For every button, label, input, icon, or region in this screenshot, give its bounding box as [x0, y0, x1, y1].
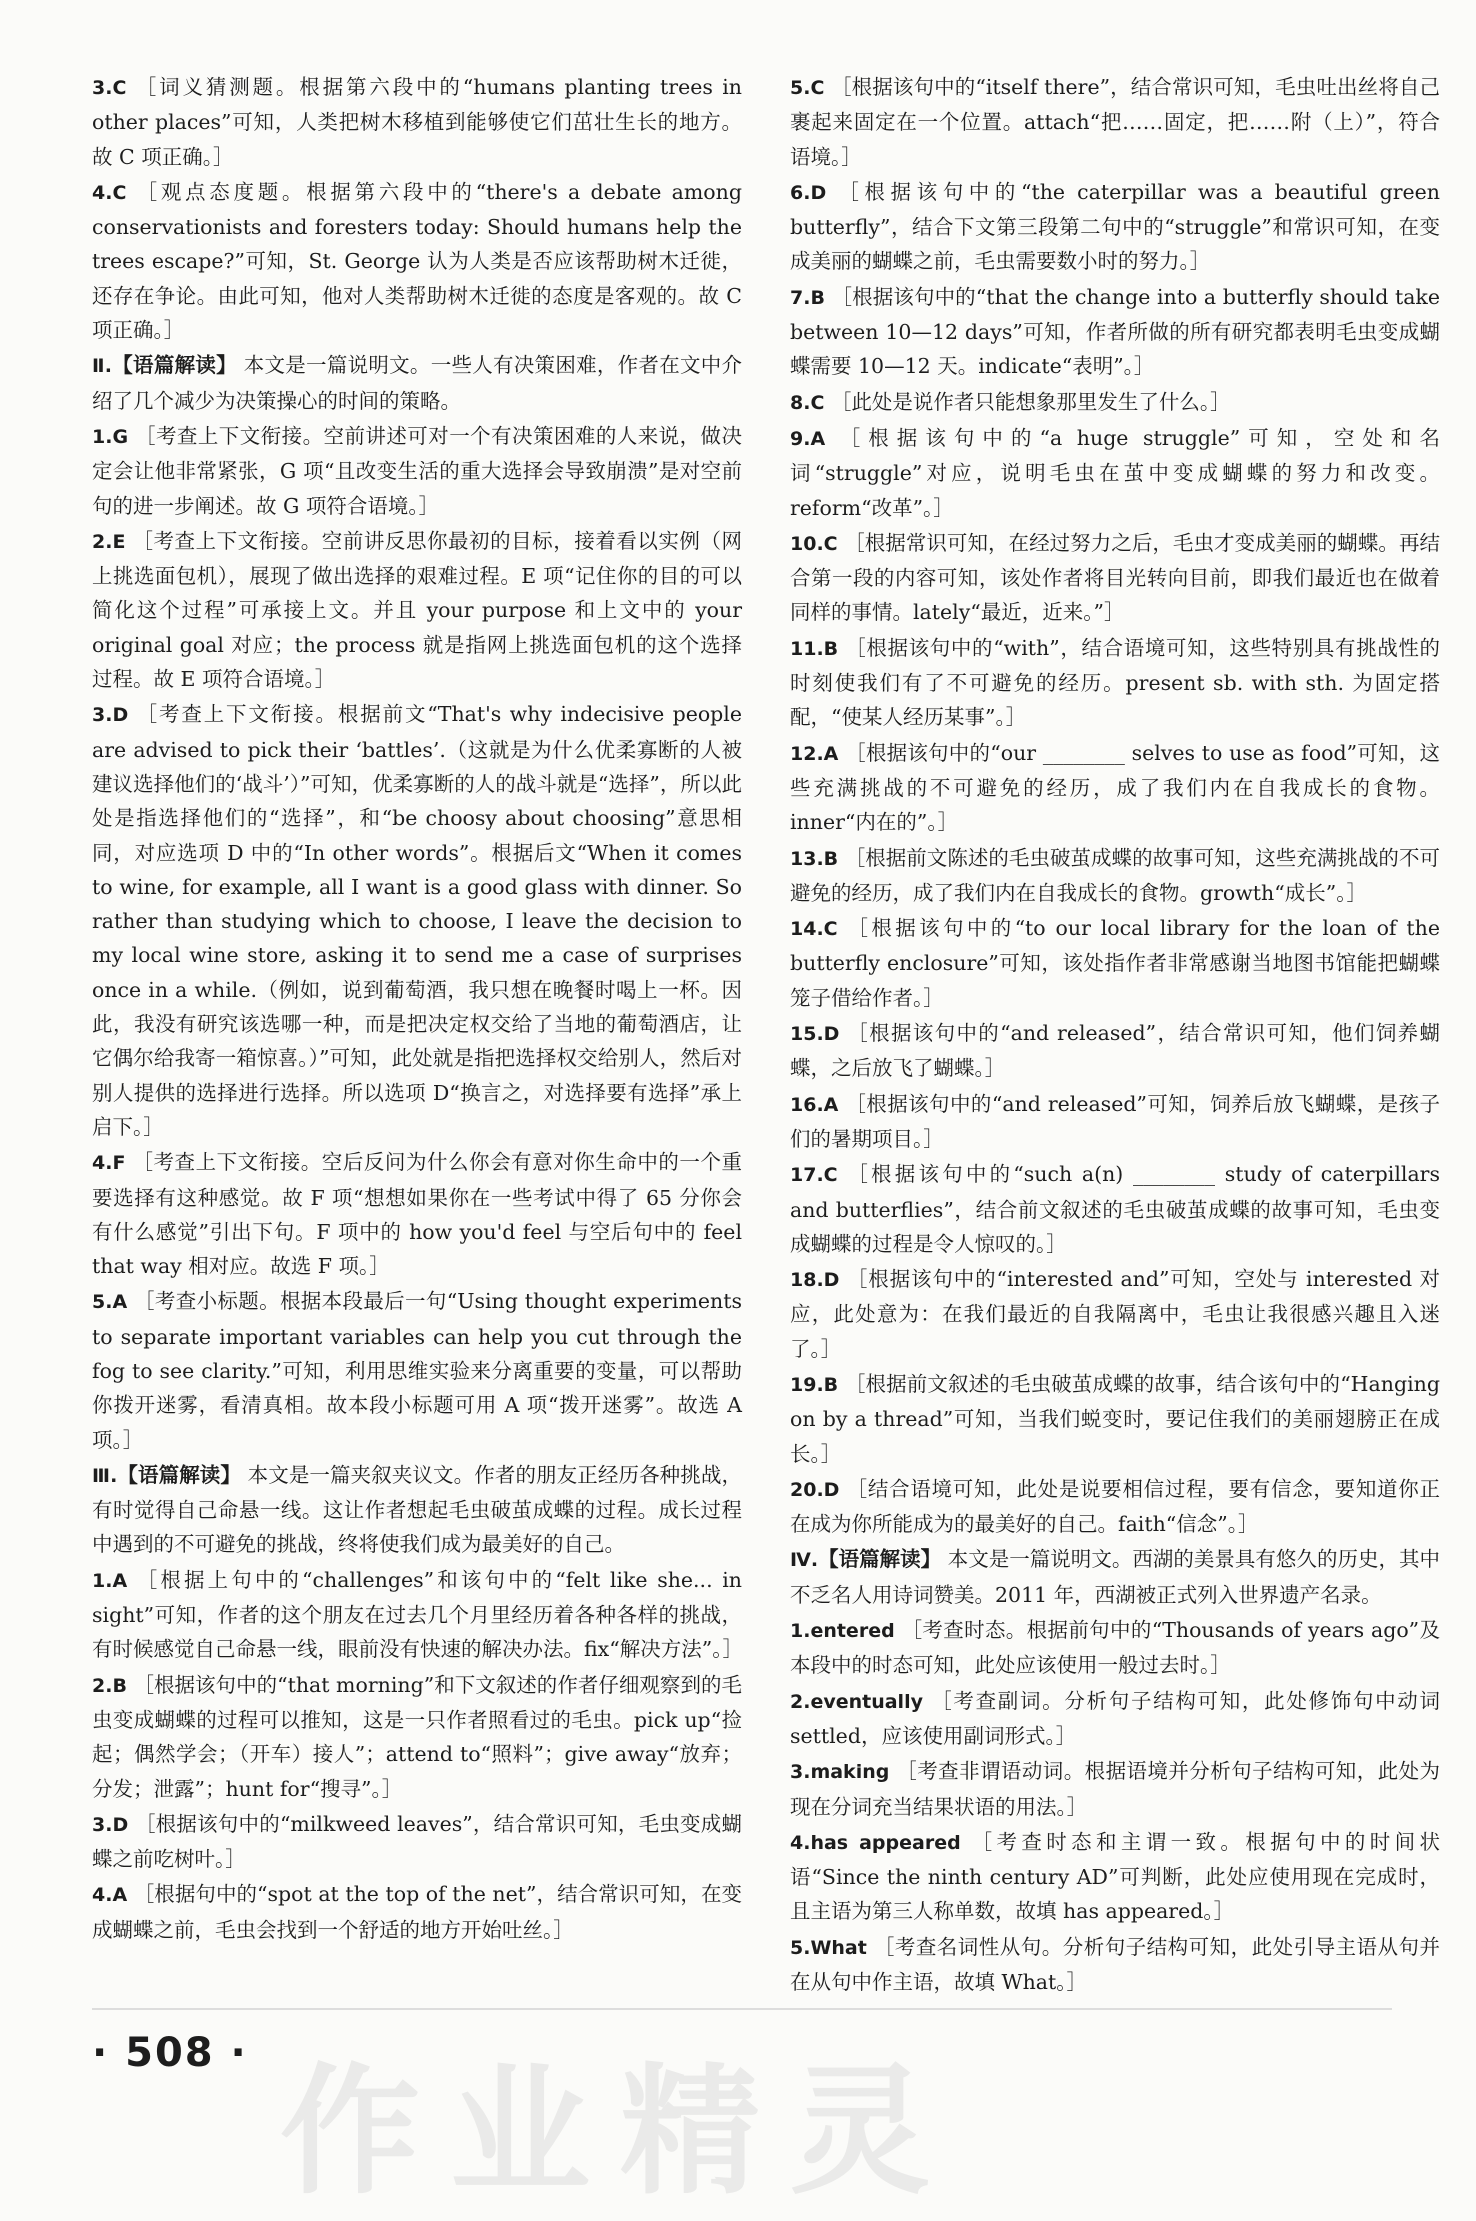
answer-item — [790, 1930, 1440, 2000]
answer-item — [790, 1825, 1440, 1929]
answer-item — [92, 1563, 742, 1667]
answer-number: 15.D — [790, 1023, 840, 1046]
answer-number: 5.A — [92, 1291, 128, 1314]
answer-number: 4.A — [92, 1884, 128, 1907]
answer-item — [92, 1284, 742, 1456]
answer-explanation: ［根据该句中的“to our local library for the loan of the butterfly enclosure”可知，该处指作者非常感谢当地图书馆能把蝴蝶笼子借给作者。］ — [790, 916, 1440, 1010]
answer-number: 1.G — [92, 425, 129, 448]
answer-number: 1.entered — [790, 1620, 895, 1643]
answer-explanation: ［考查小标题。根据本段最后一句“Using thought experiments to separate important variables can help you cut through the fog to see clarity.”可知，利用思维实验来分离重要的变量，可以帮助你拨开迷雾，看清真相。故本段小标题可用 A 项“拨开迷雾”。故选 A 项。］ — [92, 1289, 742, 1452]
answer-explanation: ［根据该句中的“milkweed leaves”，结合常识可知，毛虫变成蝴蝶之前吃树叶。］ — [92, 1811, 742, 1872]
answer-number: 20.D — [790, 1478, 840, 1501]
answer-number: 2.E — [92, 530, 126, 553]
answer-explanation: ［根据该句中的“and released”，结合常识可知，他们饲养蝴蝶，之后放飞了蝴蝶。］ — [790, 1021, 1440, 1081]
answer-explanation: ［根据该句中的“that the change into a butterfly should take between 10—12 days”可知，作者所做的所有研究都表明毛虫变成蝴蝶需要 10—12 天。indicate“表明”。］ — [790, 284, 1440, 379]
answer-item — [92, 524, 742, 696]
answer-number: 13.B — [790, 847, 839, 870]
answer-item — [790, 911, 1440, 1015]
answer-explanation: ［此处是说作者只能想象那里发生了什么。］ — [830, 389, 1231, 414]
answer-item — [92, 70, 742, 174]
answer-explanation: ［词义猜测题。根据第六段中的“humans planting trees in other places”可知，人类把树木移植到能够使它们茁壮生长的地方。故 C 项正确。］ — [92, 75, 742, 169]
answer-item — [92, 419, 742, 523]
answer-number: 4.has appeared — [790, 1831, 961, 1854]
answer-number: 10.C — [790, 532, 838, 555]
answer-number: 5.What — [790, 1936, 867, 1959]
answer-number: 3.making — [790, 1761, 890, 1784]
answer-explanation: 本文是一篇说明文。一些人有决策困难，作者在文中介绍了几个减少为决策操心的时间的策略。 — [92, 353, 743, 413]
answer-explanation: ［根据该句中的“our ________ selves to use as food”可知，这些充满挑战的不可避免的经历，成了我们内在自我成长的食物。inner“内在的”。］ — [790, 740, 1440, 835]
answer-number: 4.C — [92, 181, 127, 204]
answer-number: 11.B — [790, 637, 839, 660]
answer-item — [790, 1087, 1440, 1157]
answer-item — [92, 1668, 742, 1806]
answer-item — [790, 1613, 1440, 1683]
answer-number: 9.A — [790, 427, 826, 450]
answer-explanation: ［根据该句中的“the caterpillar was a beautiful green butterfly”，结合下文第三段第二句中的“struggle”和常识可知，在变成美丽的蝴蝶之前，毛虫需要数小时的努力。］ — [790, 179, 1440, 274]
answer-explanation: ［结合语境可知，此处是说要相信过程，要有信念，要知道你正在成为你所能成为的最美好的自己。faith“信念”。］ — [790, 1476, 1440, 1537]
answer-item — [790, 1016, 1440, 1086]
section-tag: 【语篇解读】 — [818, 1547, 942, 1572]
answer-number: 17.C — [790, 1164, 838, 1187]
answer-item — [92, 1458, 742, 1562]
answer-item — [790, 1157, 1440, 1261]
answer-item — [790, 70, 1440, 174]
answer-explanation: ［考查非谓语动词。根据语境并分析句子结构可知，此处为现在分词充当结果状语的用法。］ — [790, 1759, 1440, 1819]
answer-explanation: ［考查上下文衔接。空前讲反思你最初的目标，接着看以实例（网上挑选面包机），展现了做出选择的艰难过程。E 项“记住你的目的可以简化这个过程”可承接上文。并且 your purpose 和上文中的 your original goal 对应；the process 就是指网上挑选面包机的这个选择过程。故 E 项符合语境。］ — [92, 528, 742, 692]
answer-item — [92, 1877, 742, 1947]
answer-number: Ⅲ. — [92, 1464, 118, 1487]
answer-explanation: ［根据该句中的“interested and”可知，空处与 interested 对应，此处意为：在我们最近的自我隔离中，毛虫让我很感兴趣且入迷了。］ — [790, 1267, 1440, 1361]
answer-explanation: ［根据前文叙述的毛虫破茧成蝶的故事，结合该句中的“Hanging on by a thread”可知，当我们蜕变时，要记住我们的美丽翅膀正在成长。］ — [790, 1371, 1440, 1466]
answer-explanation: 本文是一篇夹叙夹议文。作者的朋友正经历各种挑战，有时觉得自己命悬一线。这让作者想起毛虫破茧成蝶的过程。成长过程中遇到的不可避免的挑战，终将使我们成为最美好的自己。 — [92, 1462, 742, 1557]
answer-item — [790, 631, 1440, 735]
answer-number: 7.B — [790, 286, 825, 309]
section-tag: 【语篇解读】 — [117, 1462, 241, 1487]
watermark-text: 作业精灵 — [280, 2051, 961, 2214]
answer-item — [790, 385, 1440, 420]
section-tag: 【语篇解读】 — [112, 353, 237, 378]
answer-explanation: ［考查上下文衔接。空前讲述可对一个有决策困难的人来说，做决定会让他非常紧张，G 项“且改变生活的重大选择会导致崩溃”是对空前句的进一步阐述。故 G 项符合语境。］ — [92, 423, 742, 518]
answer-item — [790, 1684, 1440, 1754]
answer-explanation: ［根据该句中的“itself there”，结合常识可知，毛虫吐出丝将自己裹起来固定在一个位置。attach“把……固定，把……附（上）”，符合语境。］ — [790, 75, 1440, 169]
answer-number: 6.D — [790, 181, 827, 204]
answer-explanation: ［考查上下文衔接。空后反问为什么你会有意对你生命中的一个重要选择有这种感觉。故 F 项“想想如果你在一些考试中得了 65 分你会有什么感觉”引出下句。F 项中的 how you'd feel 与空后句中的 feel that way 相对应。故选 F 项。］ — [92, 1150, 742, 1279]
answer-explanation: ［根据该句中的“such a(n) ________ study of caterpillars and butterflies”，结合前文叙述的毛虫破茧成蝶的故事可知，毛虫变成蝴蝶的过程是令人惊叹的。］ — [790, 1162, 1440, 1256]
answer-number: 2.eventually — [790, 1690, 923, 1713]
answer-explanation: ［观点态度题。根据第六段中的“there's a debate among conservationists and foresters today: Should humans help the trees escape?”可知，St. George 认为人类是否应该帮助树木迁徙，还存在争论。由此可知，他对人类帮助树木迁徙的态度是客观的。故 C 项正确。］ — [92, 179, 742, 343]
answer-number: 19.B — [790, 1373, 839, 1396]
answer-explanation: ［根据该句中的“with”，结合语境可知，这些特别具有挑战性的时刻使我们有了不可避免的经历。present sb. with sth. 为固定搭配，“使某人经历某事”。］ — [790, 635, 1440, 730]
answer-item — [92, 697, 742, 1144]
answer-explanation: ［考查名词性从句。分析句子结构可知，此处引导主语从句并在从句中作主语，故填 What。］ — [790, 1934, 1440, 1995]
answer-item — [790, 1262, 1440, 1366]
answer-explanation: ［考查上下文衔接。根据前文“That's why indecisive people are advised to pick their ‘battles’.（这就是为什么优柔寡断的人被建议选择他们的‘战斗’）”可知，优柔寡断的人的战斗就是“选择”，所以此处是指选择他们的“选择”，和“be choosy about choosing”意思相同，对应选项 D 中的“In other words”。根据后文“When it comes to wine, for example, all I want is a good glass with dinner. So rather than studying which to choose, I leave the decision to my local wine store, asking it to send me a case of surprises once in a while.（例如，说到葡萄酒，我只想在晚餐时喝上一杯。因此，我没有研究该选哪一种，而是把决定权交给了当地的葡萄酒店，让它偶尔给我寄一箱惊喜。）”可知，此处就是指把选择权交给别人，然后对别人提供的选择进行选择。所以选项 D“换言之，对选择要有选择”承上启下。］ — [92, 702, 742, 1139]
answer-number: 2.B — [92, 1674, 127, 1697]
answer-item — [790, 1754, 1440, 1824]
answer-number: 12.A — [790, 742, 839, 765]
answer-item — [790, 421, 1440, 525]
answer-item — [790, 841, 1440, 911]
answer-number: 18.D — [790, 1269, 840, 1292]
answer-number: 4.F — [92, 1152, 126, 1175]
answer-explanation: ［根据该句中的“a huge struggle”可知，空处和名词“struggle”对应，说明毛虫在茧中变成蝴蝶的努力和改变。reform“改革”。］ — [790, 425, 1440, 520]
answer-explanation: ［根据该句中的“that morning”和下文叙述的作者仔细观察到的毛虫变成蝴蝶的过程可以推知，这是一只作者照看过的毛虫。pick up“捡起；偶然学会；（开车）接人”；attend to“照料”；give away“放弃；分发；泄露”；hunt for“搜寻”。］ — [92, 1672, 742, 1801]
answer-explanation: 本文是一篇说明文。西湖的美景具有悠久的历史，其中不乏名人用诗词赞美。2011 年，西湖被正式列入世界遗产名录。 — [790, 1547, 1441, 1607]
answer-explanation: ［根据前文陈述的毛虫破茧成蝶的故事可知，这些充满挑战的不可避免的经历，成了我们内在自我成长的食物。growth“成长”。］ — [790, 845, 1440, 905]
answer-explanation: ［根据该句中的“and released”可知，饲养后放飞蝴蝶，是孩子们的暑期项目。］ — [790, 1091, 1440, 1151]
answer-item — [790, 1542, 1440, 1612]
answer-explanation: ［根据句中的“spot at the top of the net”，结合常识可知，在变成蝴蝶之前，毛虫会找到一个舒适的地方开始吐丝。］ — [92, 1882, 742, 1942]
answer-number: 1.A — [92, 1569, 128, 1592]
answer-explanation: ［根据常识可知，在经过努力之后，毛虫才变成美丽的蝴蝶。再结合第一段的内容可知，该处作者将目光转向目前，即我们最近也在做着同样的事情。lately“最近，近来。”］ — [790, 530, 1440, 625]
answer-number: 14.C — [790, 918, 838, 941]
answer-item — [790, 280, 1440, 384]
answer-explanation: ［根据上句中的“challenges”和该句中的“felt like she... in sight”可知，作者的这个朋友在过去几个月里经历着各种各样的挑战，有时候感觉自己命悬一线，眼前没有快速的解决办法。fix“解决方法”。］ — [92, 1567, 743, 1662]
answer-explanation: ［考查时态和主谓一致。根据句中的时间状语“Since the ninth century AD”可判断，此处应使用现在完成时，且主语为第三人称单数，故填 has appeared。］ — [790, 1829, 1440, 1924]
answer-item — [790, 1367, 1440, 1471]
answer-number: 8.C — [790, 391, 825, 414]
answer-number: 3.C — [92, 77, 127, 99]
answer-number: 3.D — [92, 704, 129, 727]
answer-number: Ⅱ. — [92, 355, 113, 378]
answer-item — [92, 1145, 742, 1283]
right-column — [790, 70, 1440, 2000]
answer-explanation: ［考查副词。分析句子结构可知，此处修饰句中动词 settled，应该使用副词形式。］ — [790, 1688, 1440, 1748]
left-column — [92, 70, 742, 1948]
page-number: · 508 · — [92, 2030, 248, 2076]
answer-item — [92, 348, 742, 418]
footer-divider — [92, 2008, 1392, 2010]
answer-item — [92, 1807, 742, 1877]
answer-explanation: ［考查时态。根据前句中的“Thousands of years ago”及本段中的时态可知，此处应该使用一般过去时。］ — [790, 1618, 1440, 1678]
answer-number: 16.A — [790, 1093, 839, 1116]
answer-item — [790, 175, 1440, 279]
answer-number: 5.C — [790, 77, 825, 99]
answer-number: Ⅳ. — [790, 1549, 819, 1572]
answer-item — [790, 526, 1440, 630]
answer-number: 3.D — [92, 1813, 129, 1836]
answer-item — [92, 175, 742, 347]
answer-item — [790, 736, 1440, 840]
answer-item — [790, 1472, 1440, 1542]
